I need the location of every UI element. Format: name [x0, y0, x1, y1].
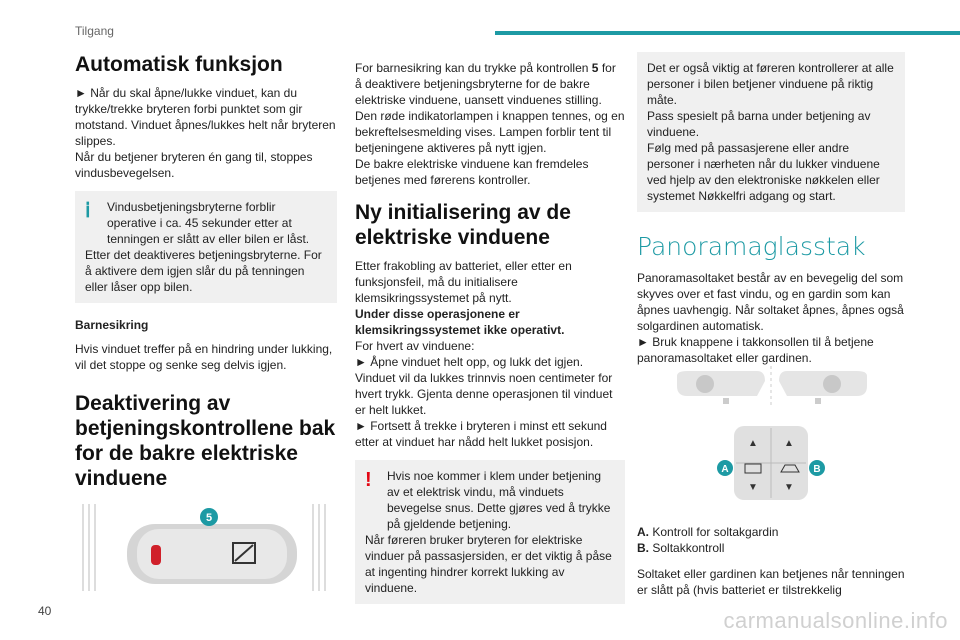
callout-b-label: B — [813, 464, 821, 475]
svg-text:▼: ▼ — [784, 482, 794, 493]
ny-paragraph-4: Vinduet vil da lukkes trinnvis noen centimeter for hvert trykk. Gjenta denne operasjonen til vinduet er helt lukket. — [355, 371, 613, 417]
page-number: 40 — [38, 604, 52, 618]
ny-bold-paragraph: Under disse operasjonene er klemsikringssystemet ikke operativt. — [355, 307, 565, 337]
col2-paragraph-1 — [355, 60, 625, 108]
pano-paragraph-1: Panoramasoltaket består av en bevegelig del som skyves over et fast vindu, og en gardin som kan åpnes uavhengig. Når soltaket åpnes, åpnes også solgardinen automatisk. — [637, 271, 904, 333]
ny-paragraph-1: Etter frakobling av batteriet, eller etter en funksjonsfeil, må du initialisere klemsikringssystemet på nytt. — [355, 259, 572, 305]
info-text-2: Etter det deaktiveres betjeningsbryterne. For å aktivere dem igjen slår du på tenningen eller låser opp bilen. — [85, 248, 322, 294]
box-paragraph-1: Det er også viktig at føreren kontrollerer at alle personer i bilen betjener vinduene på riktig måte. — [647, 61, 894, 107]
col2-p1-a: For barnesikring kan du trykke på kontrollen — [355, 61, 592, 75]
legend-a-text: Kontroll for soltakgardin — [652, 525, 779, 539]
legend-b — [637, 540, 905, 556]
header-accent-bar — [495, 31, 960, 35]
info-box — [75, 191, 337, 303]
col2-p1-c: for å deaktivere betjeningsbryterne for de bakre elektriske vinduene, uansett vinduenes stilling. — [355, 61, 616, 107]
col2-paragraph-2: Den røde indikatorlampen i knappen tennes, og en bekreftelsesmelding vises. Lampen forblir tent til betjeningene aktiveres på nytt igjen. — [355, 109, 625, 155]
barnesikring-paragraph: Hvis vinduet treffer på en hindring under lukking, vil det stoppe og senke seg delvis igjen. — [75, 342, 333, 372]
box-paragraph-2: Pass spesielt på barna under betjening av vinduene. — [647, 109, 871, 139]
column-1 — [75, 52, 337, 598]
closing-paragraph: Soltaket eller gardinen kan betjenes når tenningen er slått på (hvis batteriet er tilstrekkelig — [637, 567, 905, 597]
roof-console-illustration — [637, 366, 905, 506]
warning-icon: ! — [365, 469, 372, 491]
pano-paragraph-2: ► Bruk knappene i takkonsollen til å betjene panoramasoltaket eller gardinen. — [637, 335, 874, 365]
svg-text:▲: ▲ — [784, 438, 794, 449]
continued-warning-box — [637, 52, 905, 212]
watermark: carmanualsonline.info — [723, 608, 948, 633]
legend-a — [637, 524, 905, 540]
warning-text-2: Når føreren bruker bryteren for elektriske vinduer på passasjersiden, er det viktig å påse at ingenting hindrer korrekt lukking av vinduene. — [365, 533, 612, 595]
col2-paragraph-3: De bakre elektriske vinduene kan fremdeles betjenes med førerens kontroller. — [355, 157, 589, 187]
legend-a-key: A. — [637, 525, 649, 539]
heading-barnesikring: Barnesikring — [75, 318, 149, 332]
auto-paragraph-2: Når du betjener bryteren én gang til, stoppes vindusbevegelsen. — [75, 150, 313, 180]
warning-box — [355, 460, 625, 604]
auto-paragraph-1: ► Når du skal åpne/lukke vinduet, kan du trykke/trekke bryteren forbi punktet som gir motstand. Vinduet åpnes/lukkes helt når bryteren slippes. — [75, 86, 336, 148]
warning-text-1: Hvis noe kommer i klem under betjening av et elektrisk vindu, må vinduets bevegelse snus. Dette gjøres ved å trykke på gjeldende betjening. — [387, 469, 611, 531]
svg-text:▼: ▼ — [748, 482, 758, 493]
callout-a-label: A — [721, 464, 729, 475]
info-text: Vindusbetjeningsbryterne forblir operative i ca. 45 sekunder etter at tenningen er slått av eller bilen er låst. — [107, 200, 310, 246]
info-icon: ⅰ — [85, 200, 91, 222]
col2-p1-b: 5 — [591, 61, 599, 75]
section-label: Tilgang — [75, 24, 114, 38]
column-3 — [637, 52, 905, 598]
heading-automatisk: Automatisk funksjon — [75, 53, 283, 76]
ny-paragraph-5: ► Fortsett å trekke i bryteren i minst ett sekund etter at vinduet har nådd helt lukket posisjon. — [355, 419, 607, 449]
callout-5-label: 5 — [205, 512, 213, 524]
box-paragraph-3: Følg med på passasjerene eller andre personer i nærheten når du lukker vinduene ved hjelp av den elektroniske nøkkelen eller systemet Nøkkelfri adgang og start. — [647, 141, 880, 203]
ny-paragraph-3: ► Åpne vinduet helt opp, og lukk det igjen. — [355, 355, 584, 369]
rear-window-switch-illustration — [75, 499, 337, 594]
heading-ny-initialisering: Ny initialisering av de elektriske vinduene — [355, 201, 571, 249]
legend — [637, 524, 905, 556]
svg-text:▲: ▲ — [748, 438, 758, 449]
heading-deaktivering: Deaktivering av betjeningskontrollene bak for de bakre elektriske vinduene — [75, 392, 336, 490]
heading-panoramaglasstak: Panoramaglasstak — [637, 232, 866, 261]
legend-b-key: B. — [637, 541, 649, 555]
column-2 — [355, 60, 625, 614]
legend-b-text: Soltakkontroll — [652, 541, 725, 555]
ny-paragraph-2: For hvert av vinduene: — [355, 339, 475, 353]
